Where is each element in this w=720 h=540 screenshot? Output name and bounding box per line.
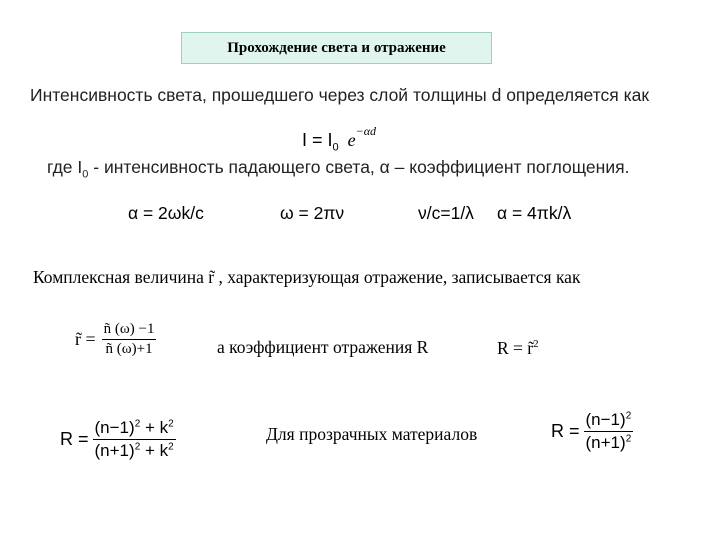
formula-exp: −αd <box>355 124 377 138</box>
r-fraction <box>102 321 157 358</box>
relation-2: ω = 2πν <box>280 203 345 223</box>
complex-sentence: Комплексная величина r̃ , характеризующая отражение, записывается как <box>33 267 581 287</box>
intro-line-2 <box>47 157 629 181</box>
R-num-tail: + k <box>140 418 169 437</box>
R-den-tail-pow: 2 <box>168 441 174 453</box>
slide-title: Прохождение света и отражение <box>181 32 492 64</box>
line2-rest: - интенсивность падающего света, α – коэффициент поглощения. <box>88 157 630 177</box>
R-num-tail-pow: 2 <box>168 418 174 430</box>
refl-exp: 2 <box>533 338 539 351</box>
R-lhs: R = <box>60 429 89 449</box>
reflection-text: а коэффициент отражения R <box>217 337 429 357</box>
R-den-base: (n+1) <box>94 441 135 460</box>
relation-4: α = 4πk/λ <box>497 203 572 223</box>
transparent-text: Для прозрачных материалов <box>266 424 478 444</box>
R2-numerator <box>584 410 634 432</box>
refl-formula: R = r̃ <box>497 338 534 358</box>
R2-fraction <box>584 410 634 453</box>
r-formula <box>75 321 156 358</box>
intro-line-1: Интенсивность света, прошедшего через слой толщины d определяется как <box>30 85 650 105</box>
r-numerator: ñ (ω) −1 <box>102 321 157 340</box>
intensity-formula <box>302 124 377 154</box>
R2-num-pow: 2 <box>625 410 632 422</box>
R-fraction <box>93 418 176 461</box>
R2-den-pow: 2 <box>625 433 632 445</box>
formula-sub: 0 <box>332 141 339 154</box>
R-denominator <box>93 440 176 461</box>
relation-1: α = 2ωk/c <box>128 203 204 223</box>
line2-sub: 0 <box>82 168 89 181</box>
R2-lhs: R = <box>551 421 580 441</box>
line2-start: где I <box>47 157 83 177</box>
reflection-formula <box>497 338 539 359</box>
relation-3: ν/c=1/λ <box>418 203 474 223</box>
R-transparent-formula <box>551 410 633 453</box>
formula-lhs: I = I <box>302 130 333 150</box>
r-denominator: ñ (ω)+1 <box>105 341 153 357</box>
r-lhs: r̃ = <box>75 329 96 349</box>
R-num-base: (n−1) <box>94 418 135 437</box>
R2-denominator <box>584 432 634 453</box>
formula-exp-base: e <box>347 130 356 150</box>
R-num-pow: 2 <box>134 418 141 430</box>
R2-num-base: (n−1) <box>585 410 626 429</box>
R-general-formula <box>60 418 176 461</box>
R-den-tail: + k <box>140 441 169 460</box>
R2-den-base: (n+1) <box>585 433 626 452</box>
R-numerator <box>93 418 176 440</box>
R-den-pow: 2 <box>134 441 141 453</box>
